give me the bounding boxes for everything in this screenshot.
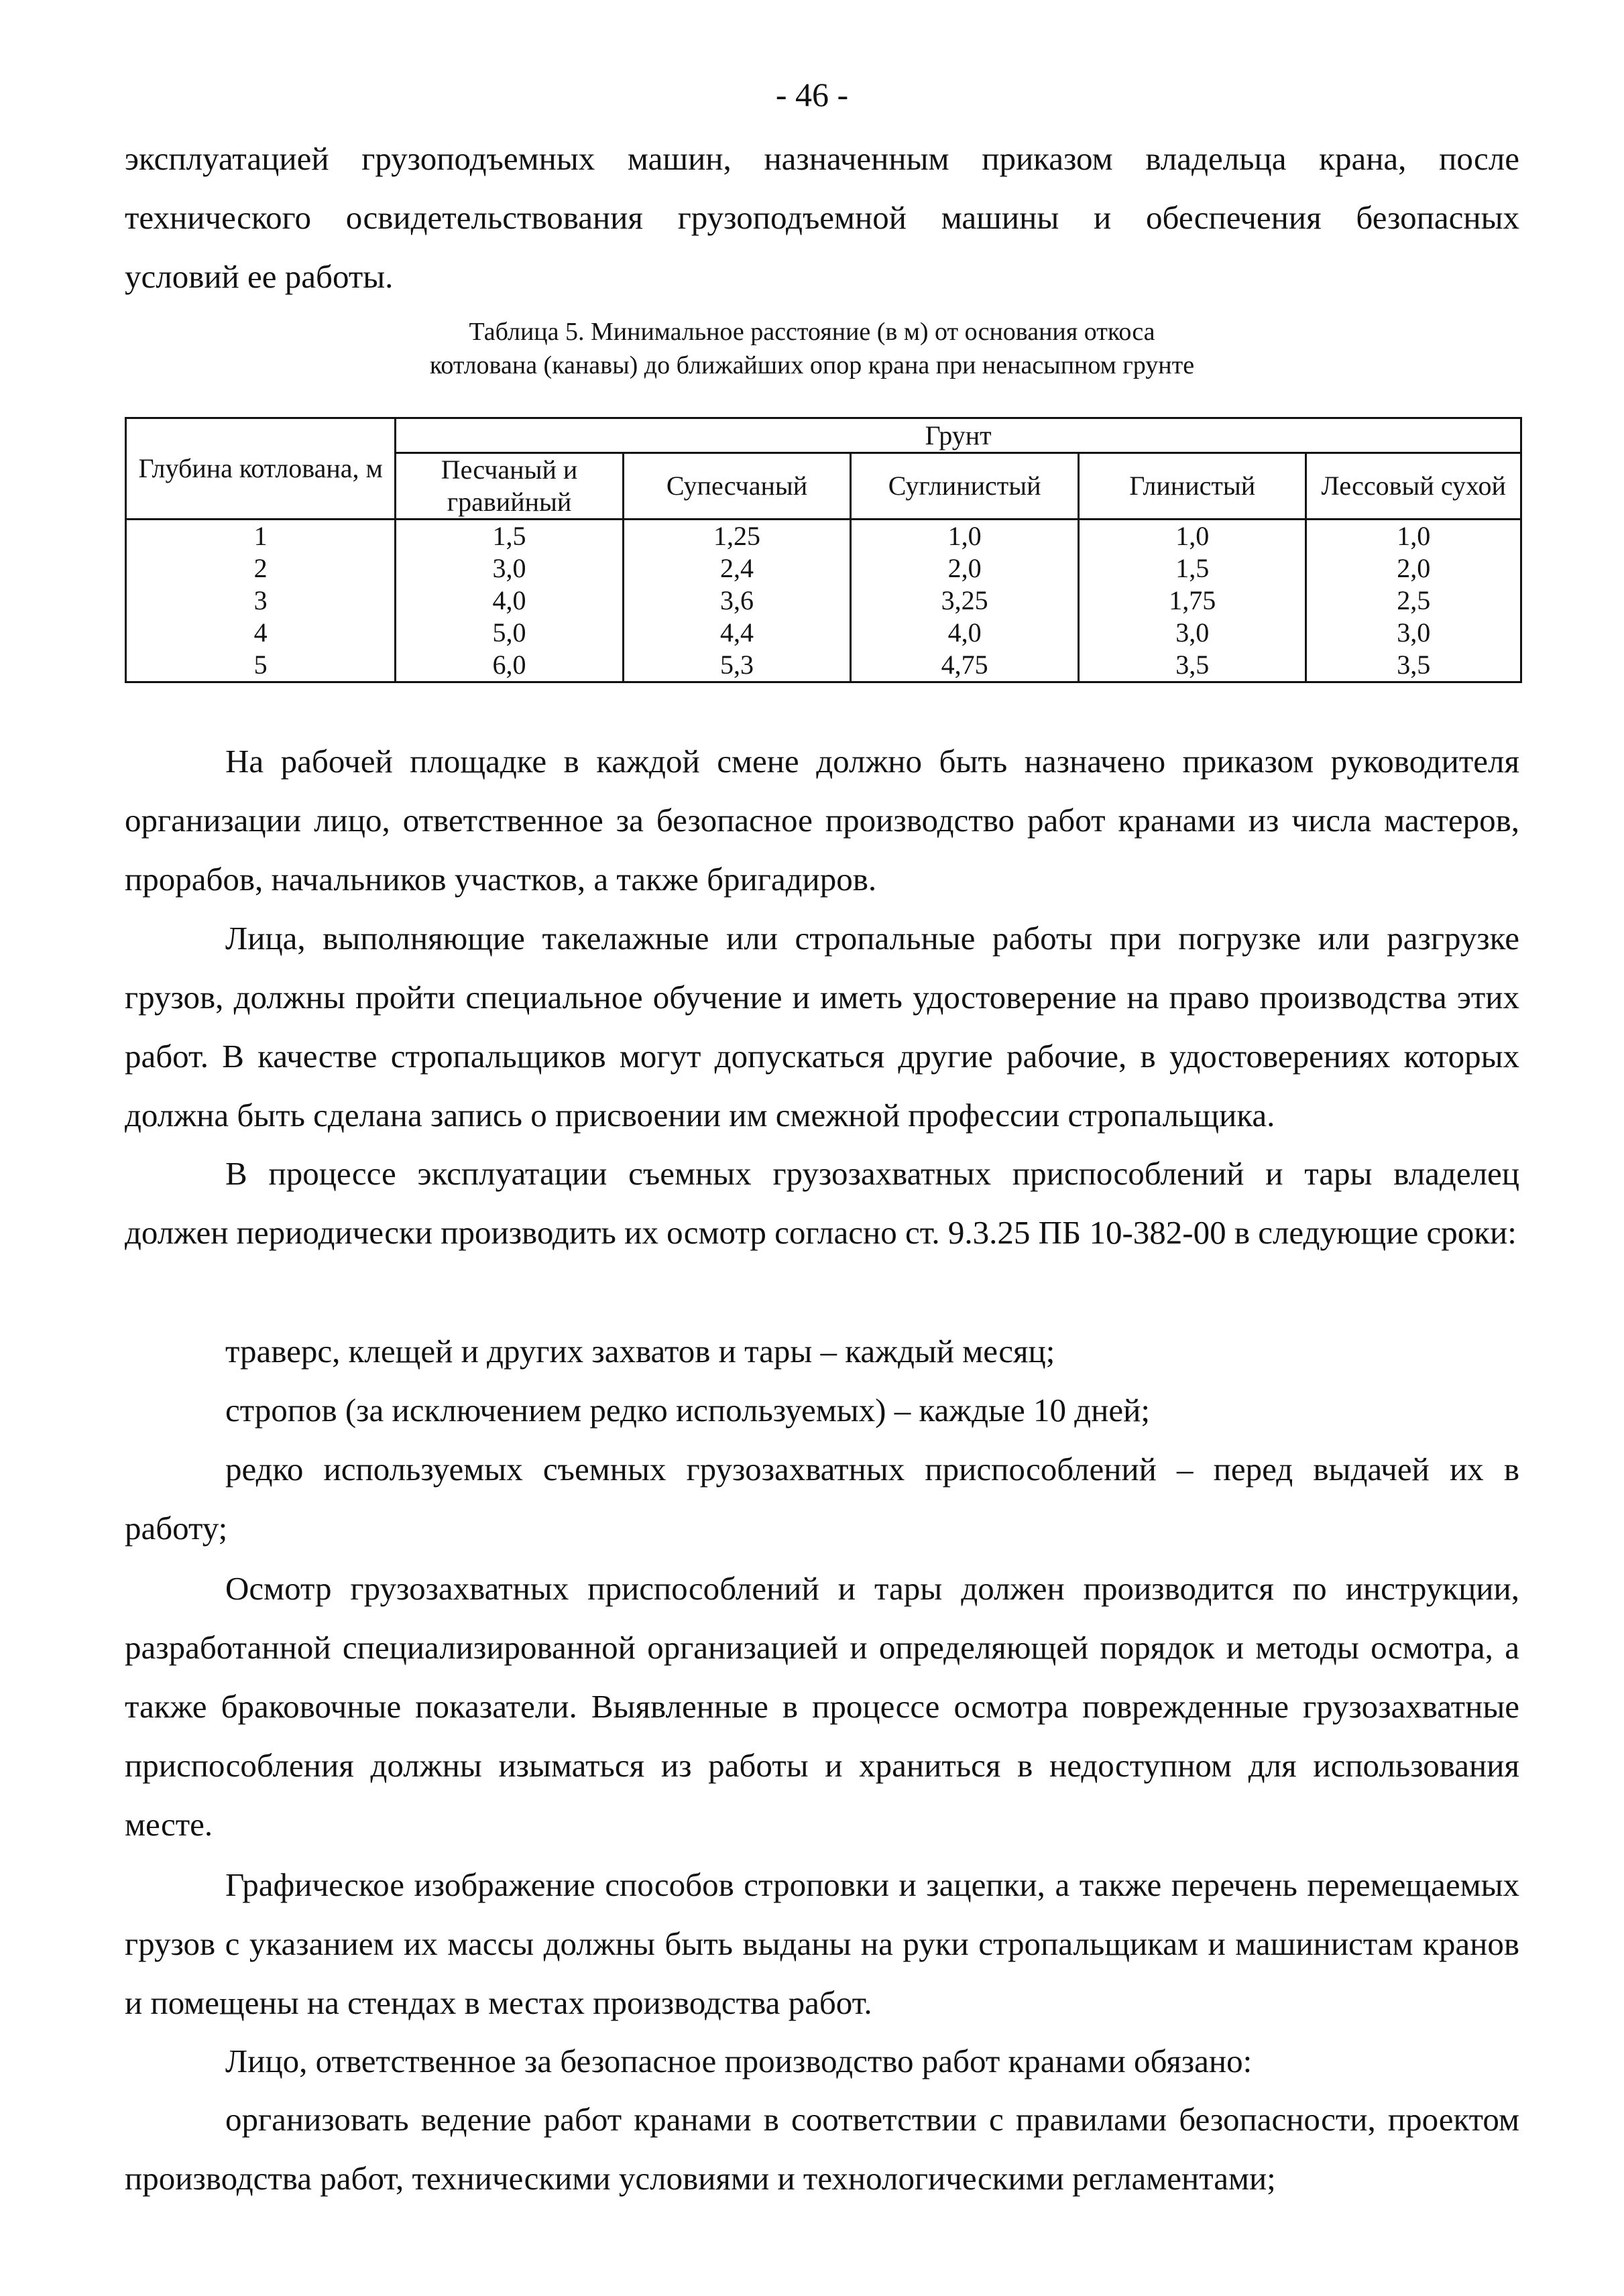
table-caption-line-2: котлована (канавы) до ближайших опор крана при ненасыпном грунте (429, 351, 1195, 379)
table-cell: 1,5 (396, 520, 623, 553)
column-header: Суглинистый (851, 453, 1079, 520)
soil-distance-table (125, 417, 1522, 683)
table-cell: 5,0 (396, 617, 623, 649)
table-cell: 3,0 (396, 552, 623, 585)
list-item-traverses: траверс, клещей и других захватов и тары – каждый месяц; (225, 1333, 1055, 1370)
paragraph-inspection-instructions: Осмотр грузозахватных приспособлений и тары должен производится по инструкции, разработанной специализированной организацией и определяющей порядок и методы осмотра, а также браковочные показатели. Выявленные в процессе осмотра поврежденные грузозахватные приспособления должны изыматься из работы и храниться в недоступном для использования месте. (125, 1570, 1519, 1843)
list-item-rarely-used: редко используемых съемных грузозахватных приспособлений – перед выдачей их в работу; (125, 1451, 1519, 1547)
page-number: - 46 - (775, 76, 849, 113)
table-cell: 1,0 (1078, 520, 1306, 553)
table-caption (0, 315, 1624, 382)
column-header: Лессовый сухой (1306, 453, 1521, 520)
table-cell: 3,25 (851, 585, 1079, 617)
table-row (126, 585, 1521, 617)
table-cell: 3,6 (623, 585, 851, 617)
table-cell: 3,0 (1078, 617, 1306, 649)
table-cell: 3,0 (1306, 617, 1521, 649)
table-row (126, 520, 1521, 553)
table-cell: 6,0 (396, 649, 623, 682)
table-cell: 5 (126, 649, 396, 682)
paragraph-duty-person: На рабочей площадке в каждой смене должно быть назначено приказом руководителя организации лицо, ответственное за безопасное производство работ кранами из числа мастеров, прорабов, начальников участков, а также бригадиров. (125, 743, 1519, 898)
table-cell: 2,0 (1306, 552, 1521, 585)
table-cell: 1,25 (623, 520, 851, 553)
paragraph-responsible-person: Лицо, ответственное за безопасное производство работ кранами обязано: (225, 2043, 1253, 2079)
intro-line-1: эксплуатацией грузоподъемных машин, назначенным приказом владельца крана, после (125, 140, 1519, 177)
soil-header: Грунт (396, 418, 1521, 453)
paragraph-inspection: В процессе эксплуатации съемных грузозахватных приспособлений и тары владелец должен периодически производить их осмотр согласно ст. 9.3.25 ПБ 10-382-00 в следующие сроки: (125, 1155, 1519, 1251)
depth-header: Глубина котлована, м (126, 418, 396, 520)
intro-paragraph (125, 129, 1519, 306)
list-item-slings: стропов (за исключением редко используемых) – каждые 10 дней; (225, 1392, 1150, 1429)
table-cell: 3,5 (1078, 649, 1306, 682)
table-cell: 4 (126, 617, 396, 649)
table-cell: 2,4 (623, 552, 851, 585)
table-cell: 1,0 (1306, 520, 1521, 553)
table-cell: 4,0 (851, 617, 1079, 649)
paragraph-riggers: Лица, выполняющие такелажные или стропальные работы при погрузке или разгрузке грузов, должны пройти специальное обучение и иметь удостоверение на право производства этих работ. В качестве стропальщиков могут допускаться другие рабочие, в удостоверениях которых должна быть сделана запись о присвоении им смежной профессии стропальщика. (125, 920, 1519, 1134)
table-cell: 3 (126, 585, 396, 617)
column-header: Песчаный и гравийный (396, 453, 623, 520)
table-row (126, 617, 1521, 649)
paragraph-organize-work: организовать ведение работ кранами в соответствии с правилами безопасности, проектом производства работ, техническими условиями и технологическими регламентами; (125, 2101, 1519, 2197)
column-header: Глинистый (1078, 453, 1306, 520)
intro-line-3: условий ее работы. (125, 258, 394, 295)
table-cell: 2,5 (1306, 585, 1521, 617)
table-cell: 1 (126, 520, 396, 553)
table-row (126, 649, 1521, 682)
table-cell: 1,75 (1078, 585, 1306, 617)
table-row (126, 552, 1521, 585)
table-cell: 4,4 (623, 617, 851, 649)
table-cell: 5,3 (623, 649, 851, 682)
table-caption-line-1: Таблица 5. Минимальное расстояние (в м) от основания откоса (469, 318, 1155, 346)
table-cell: 2,0 (851, 552, 1079, 585)
table-cell: 4,0 (396, 585, 623, 617)
paragraph-slinging-schemes: Графическое изображение способов строповки и зацепки, а также перечень перемещаемых грузов с указанием их массы должны быть выданы на руки стропальщикам и машинистам кранов и помещены на стендах в местах производства работ. (125, 1866, 1519, 2021)
table-cell: 1,0 (851, 520, 1079, 553)
table-cell: 3,5 (1306, 649, 1521, 682)
column-header: Супесчаный (623, 453, 851, 520)
intro-line-2: технического освидетельствования грузоподъемной машины и обеспечения безопасных (125, 199, 1519, 236)
table-cell: 1,5 (1078, 552, 1306, 585)
table-cell: 4,75 (851, 649, 1079, 682)
table-cell: 2 (126, 552, 396, 585)
